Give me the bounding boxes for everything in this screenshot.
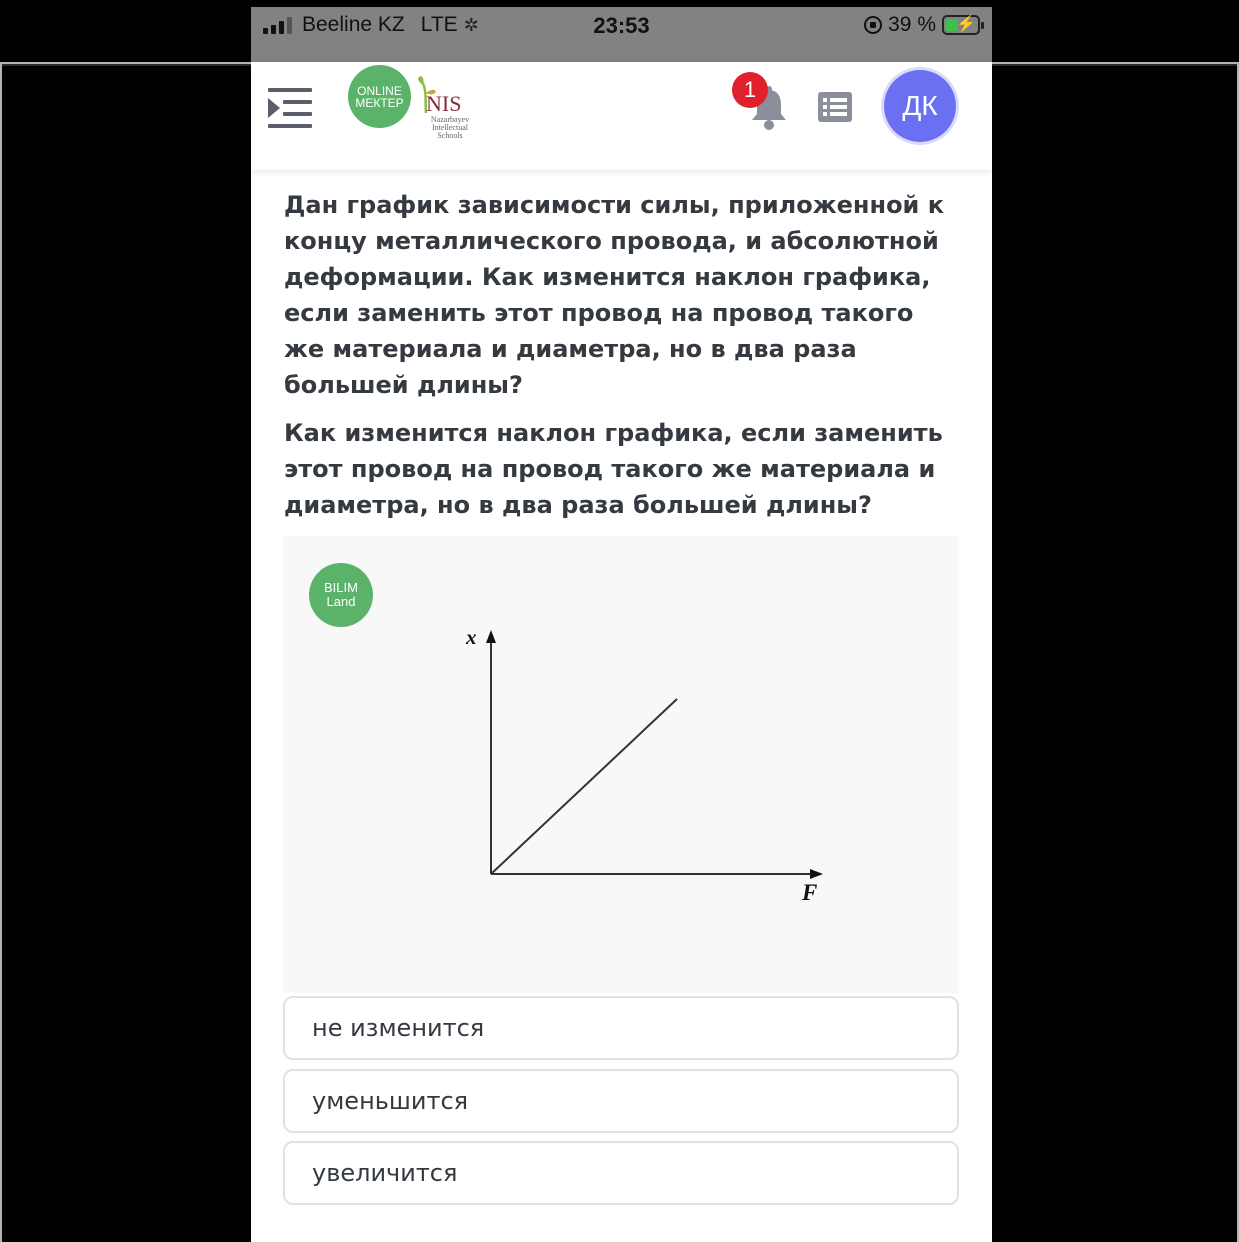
answer-option-1[interactable]: [283, 996, 959, 1060]
menu-icon[interactable]: [267, 87, 313, 129]
bilim-text: BILIM: [324, 580, 358, 595]
question-paragraph-1: Дан график зависимости силы, приложенной к концу металлического провода, и абсолютной деформации. Как изменится наклон графика, если заменить этот провод на провод такого же материала и диаметра, но в два раза большей длины?: [284, 191, 945, 399]
nis-sub-line2: Intellectual: [432, 123, 468, 132]
nis-logo-text: NIS: [426, 91, 462, 116]
list-icon[interactable]: [818, 92, 852, 122]
force-deformation-chart: [283, 536, 959, 993]
status-time: 23:53: [593, 13, 650, 38]
x-axis-arrow: [810, 869, 823, 879]
notification-badge: 1: [732, 72, 768, 108]
nis-sub-line1: Nazarbayev: [430, 115, 470, 124]
answer-option-label: уменьшится: [312, 1087, 469, 1115]
y-axis-arrow: [486, 630, 496, 643]
question-text: [284, 187, 944, 523]
nis-logo: [415, 75, 475, 140]
answer-option-3[interactable]: [283, 1141, 959, 1205]
battery-icon: ⚡: [942, 15, 980, 35]
status-right: [864, 13, 980, 37]
network-type: LTE: [420, 13, 458, 36]
app-header: [251, 62, 992, 170]
series-layer: [491, 699, 677, 874]
battery-percent: 39 %: [888, 13, 936, 36]
status-bar: [251, 7, 992, 62]
question-figure: [283, 536, 959, 993]
question-paragraph-2: Как изменится наклон графика, если заменить этот провод на провод такого же материала и диаметра, но в два раза большей длины?: [284, 419, 943, 519]
phone-screen: [251, 7, 992, 1242]
logo-mektep-text: МЕКТЕР: [355, 95, 404, 110]
answer-option-label: не изменится: [312, 1014, 485, 1042]
orientation-lock-icon: [864, 16, 882, 34]
online-mektep-logo[interactable]: [348, 65, 411, 128]
loading-spinner-icon: ✲: [463, 14, 479, 35]
land-text: Land: [326, 594, 356, 609]
x-axis-label: F: [802, 880, 818, 905]
answer-option-label: увеличится: [312, 1159, 458, 1187]
user-avatar[interactable]: ДК: [884, 70, 956, 142]
y-axis-label: x: [466, 625, 477, 649]
nis-logo-subtitle: [419, 116, 481, 140]
frame-left-border: [0, 64, 2, 1242]
nis-sub-line3: Schools: [437, 131, 463, 140]
series-line-1: [491, 699, 677, 874]
carrier-name: Beeline KZ: [302, 13, 405, 36]
logo-online-text: ONLINE: [357, 83, 402, 98]
answer-option-2[interactable]: [283, 1069, 959, 1133]
